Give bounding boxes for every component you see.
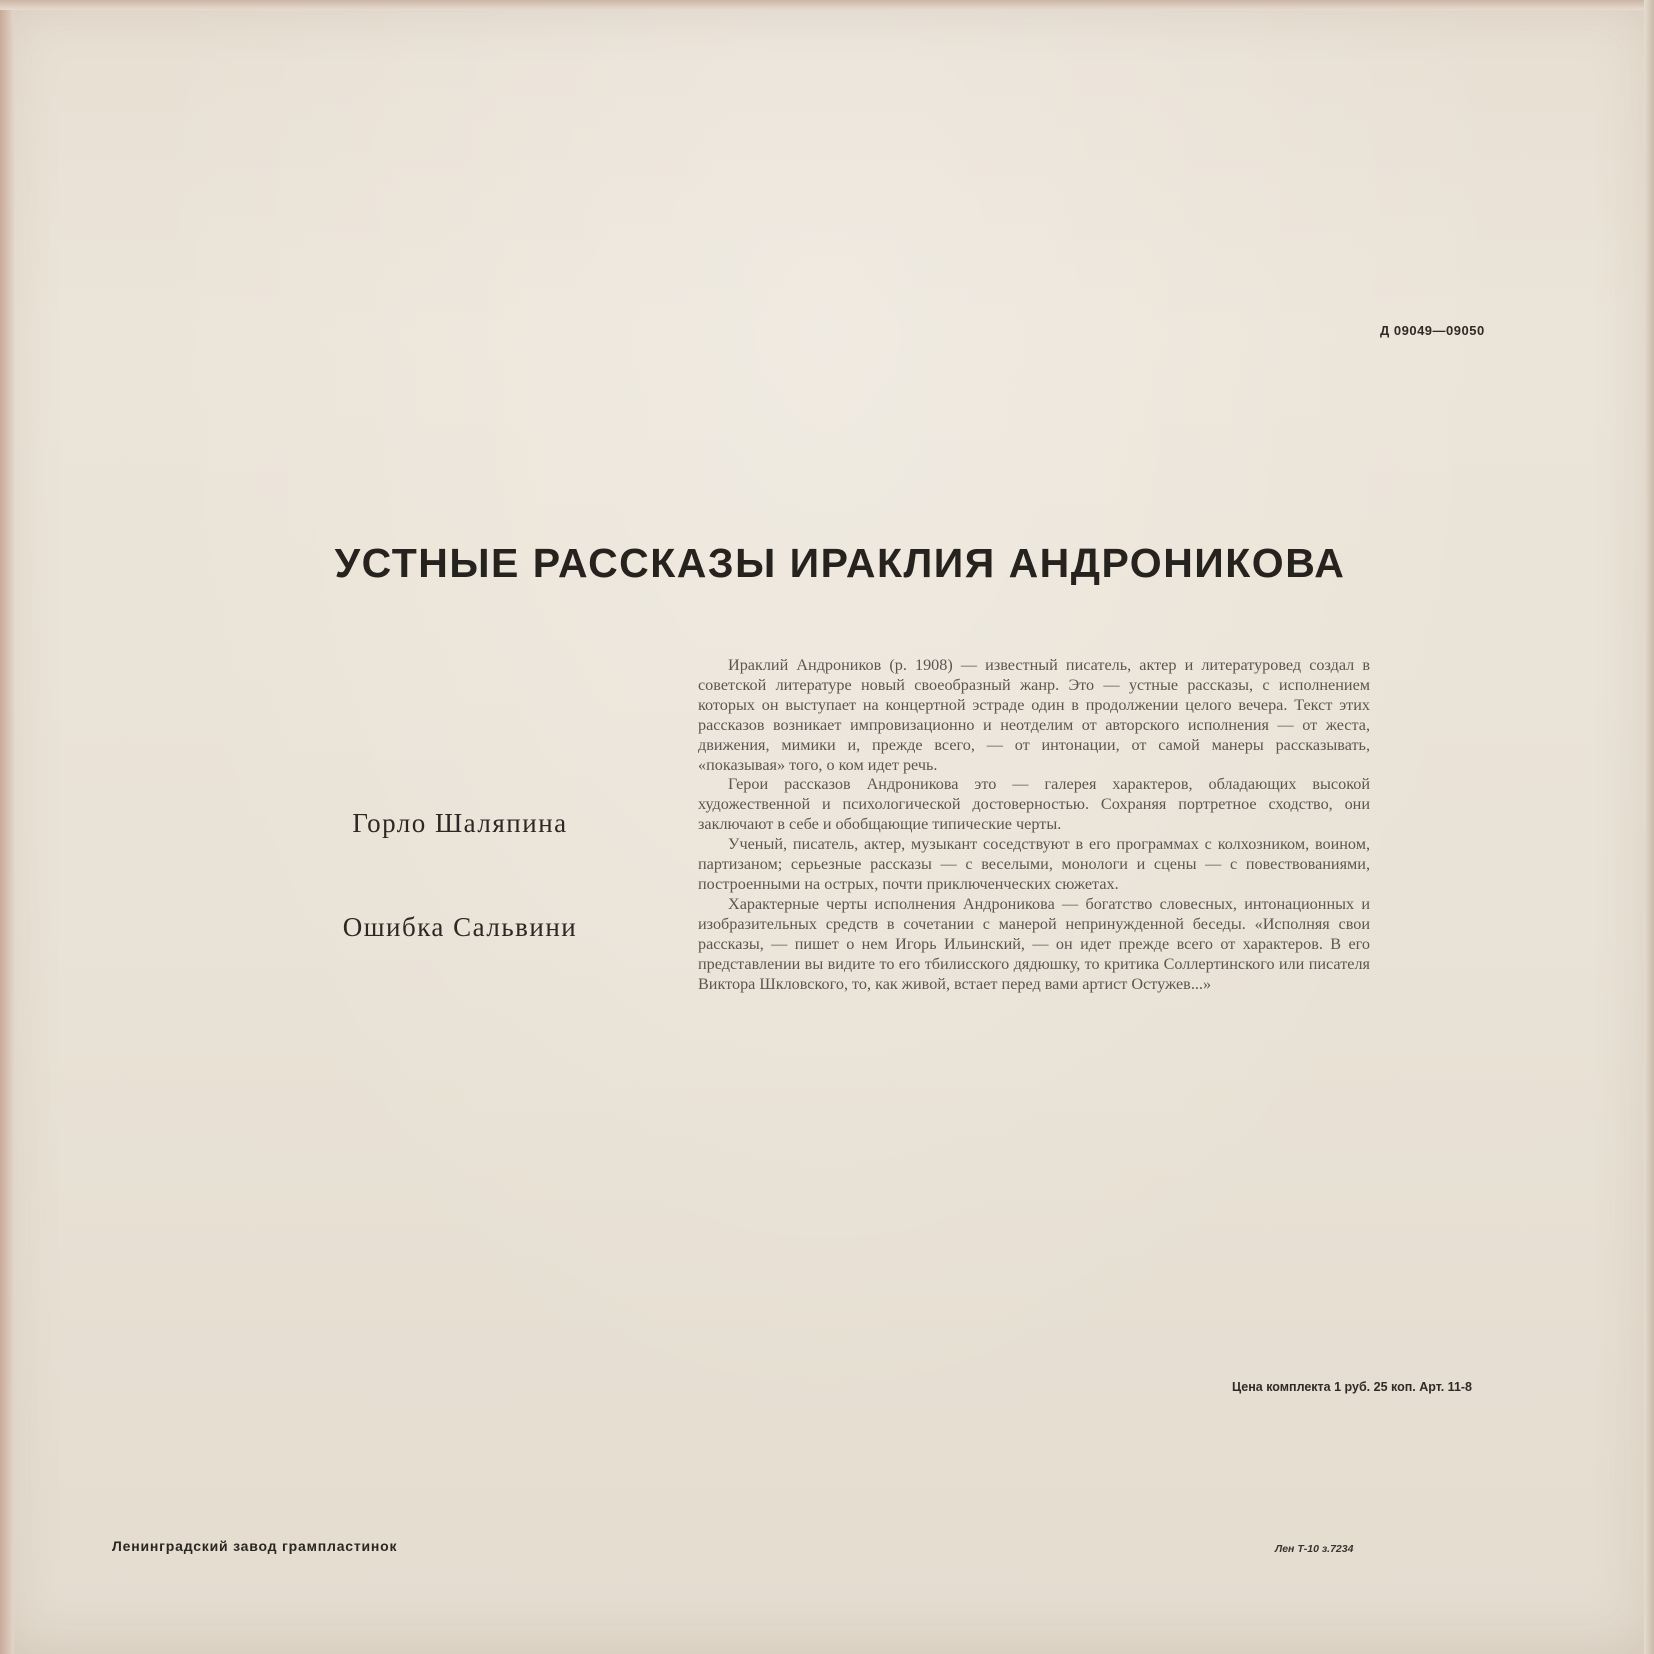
sleeve-left-edge <box>0 0 14 1654</box>
print-code: Лен Т-10 з.7234 <box>1275 1543 1354 1555</box>
liner-notes-paragraph: Характерные черты исполнения Андроникова — богатство словесных, интонационных и изобразительных средств в сочетании с манерой непринужденной беседы. «Исполняя свои рассказы, — пишет о нем Игорь Ильинский, — он идет прежде всего от характеров. В его представлении вы видите то его тбилисского дядюшку, то критика Соллертинского или писателя Виктора Шкловского, то, как живой, встает перед вами артист Остужев...» <box>698 894 1370 993</box>
factory-name: Ленинградский завод грампластинок <box>112 1538 398 1554</box>
price-label: Цена комплекта 1 руб. 25 коп. Арт. 11-8 <box>1232 1380 1473 1394</box>
track-title: Ошибка Сальвини <box>342 912 578 942</box>
liner-notes-paragraph: Ученый, писатель, актер, музыкант соседствуют в его программах с колхозником, воином, партизаном; серьезные рассказы — с веселыми, монологи и сцены — с повествованиями, построенными на острых, почти приключенческих сюжетах. <box>698 835 1370 893</box>
track-list <box>280 808 640 1016</box>
sleeve-right-edge <box>1644 0 1654 1654</box>
liner-notes-paragraph: Ираклий Андроников (р. 1908) — известный писатель, актер и литературовед создал в советской литературе новый своеобразный жанр. Это — устные рассказы, с исполнением которых он выступает на концертной эстраде один в продолжении целого вечера. Текст этих рассказов возникает импровизационно и неотделим от авторского исполнения — от жеста, движения, мимики и, прежде всего, — от интонации, от самой манеры рассказывать, «показывая» того, о ком идет речь. <box>698 656 1370 774</box>
liner-notes-paragraph: Герои рассказов Андроникова это — галерея характеров, обладающих высокой художественной и психологической достоверностью. Сохраняя портретное сходство, они заключают в себе и обобщающие типические черты. <box>698 775 1370 834</box>
track-title: Горло Шаляпина <box>352 808 568 838</box>
liner-notes <box>698 656 1370 994</box>
album-title: УСТНЫЕ РАССКАЗЫ ИРАКЛИЯ АНДРОНИКОВА <box>334 540 1346 586</box>
catalog-number: Д 09049—09050 <box>1380 323 1485 338</box>
sleeve-top-edge <box>0 0 1654 10</box>
